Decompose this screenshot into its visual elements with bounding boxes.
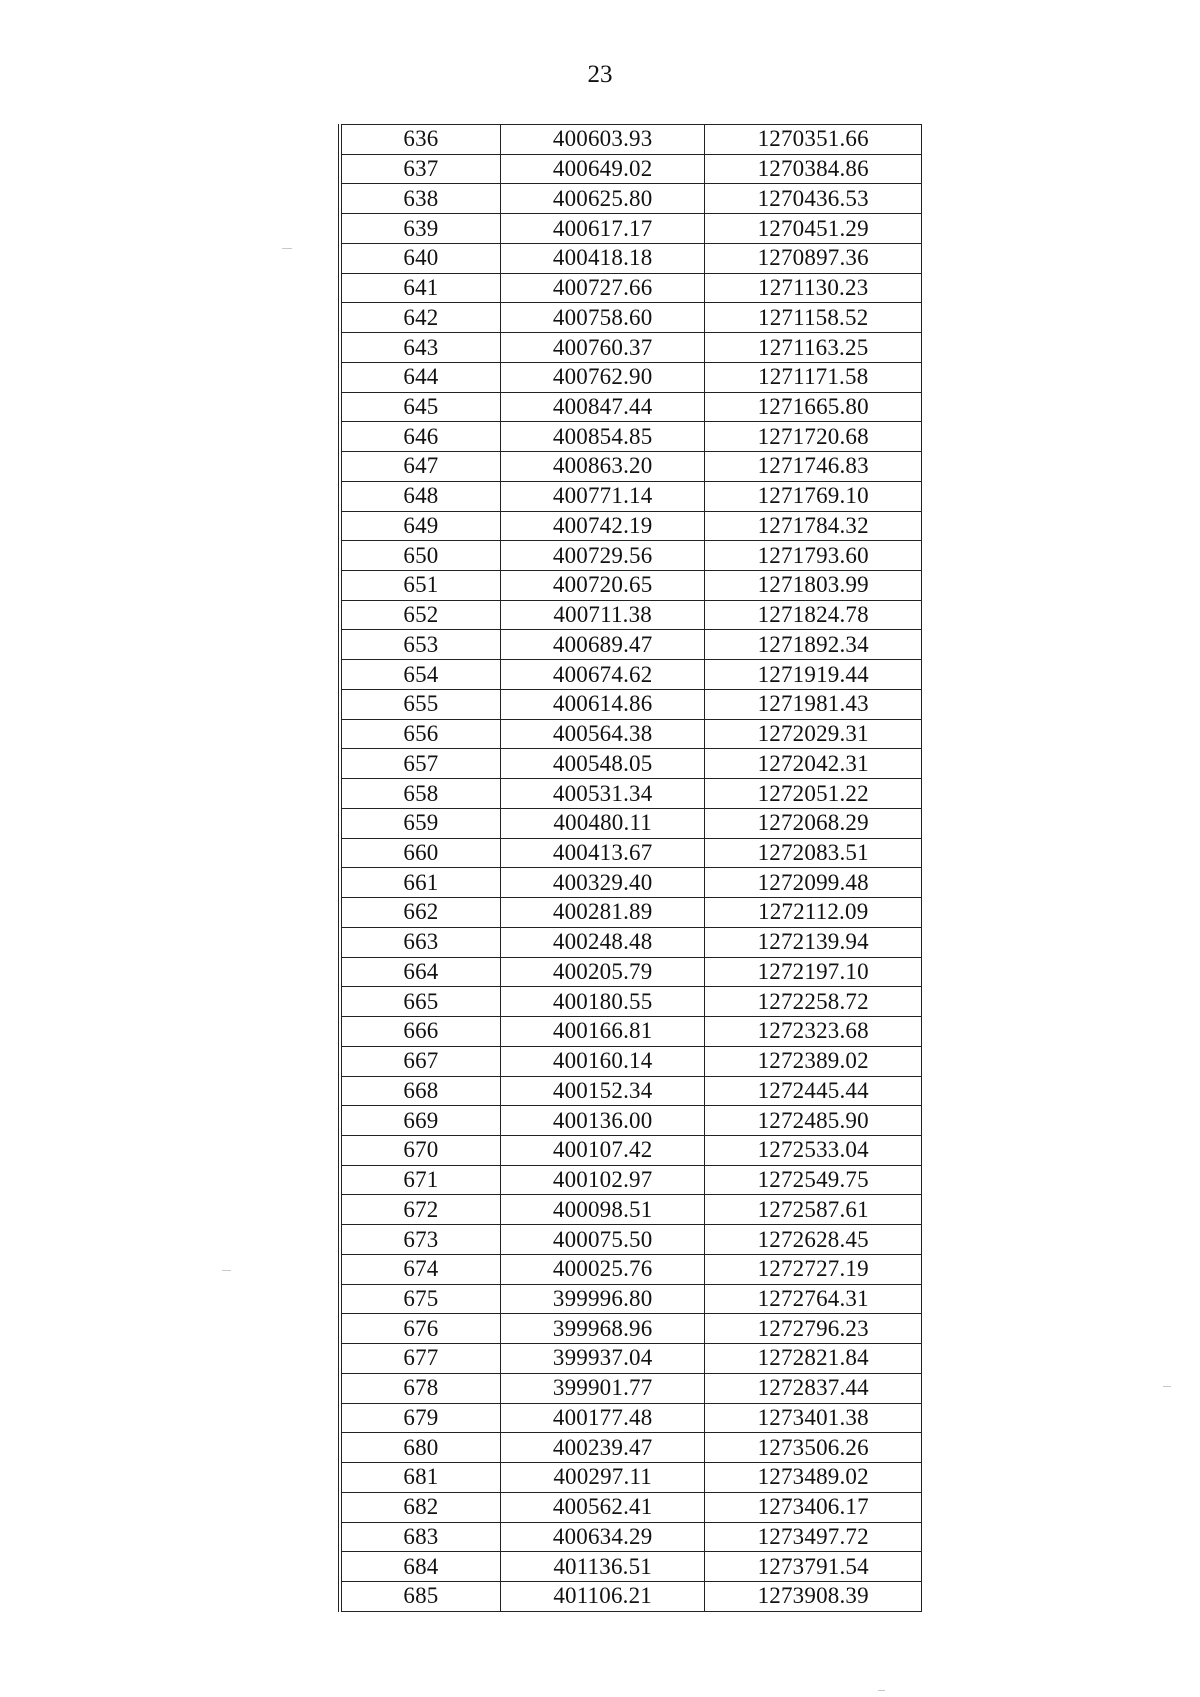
table-row bbox=[340, 927, 922, 957]
y-coordinate-cell: 1273908.39 bbox=[705, 1581, 922, 1611]
page-number: 23 bbox=[587, 61, 613, 88]
y-coordinate-cell: 1272837.44 bbox=[705, 1373, 922, 1403]
x-coordinate-cell: 400727.66 bbox=[500, 273, 705, 303]
y-coordinate-cell: 1272764.31 bbox=[705, 1284, 922, 1314]
scan-speck bbox=[222, 1270, 231, 1271]
y-coordinate-cell: 1272051.22 bbox=[705, 779, 922, 809]
point-number-cell: 683 bbox=[340, 1522, 500, 1552]
table-row bbox=[340, 1046, 922, 1076]
point-number-cell: 663 bbox=[340, 927, 500, 957]
scan-speck bbox=[1163, 1386, 1171, 1387]
point-number-cell: 650 bbox=[340, 541, 500, 571]
table-row bbox=[340, 1552, 922, 1582]
y-coordinate-cell: 1271793.60 bbox=[705, 541, 922, 571]
x-coordinate-cell: 401106.21 bbox=[500, 1581, 705, 1611]
x-coordinate-cell: 400177.48 bbox=[500, 1403, 705, 1433]
scan-speck bbox=[282, 248, 292, 249]
table-row bbox=[340, 1463, 922, 1493]
y-coordinate-cell: 1272197.10 bbox=[705, 957, 922, 987]
y-coordinate-cell: 1272099.48 bbox=[705, 868, 922, 898]
point-number-cell: 656 bbox=[340, 719, 500, 749]
y-coordinate-cell: 1273791.54 bbox=[705, 1552, 922, 1582]
y-coordinate-cell: 1272029.31 bbox=[705, 719, 922, 749]
x-coordinate-cell: 400625.80 bbox=[500, 184, 705, 214]
coordinates-table bbox=[338, 124, 922, 1612]
x-coordinate-cell: 400025.76 bbox=[500, 1254, 705, 1284]
x-coordinate-cell: 400248.48 bbox=[500, 927, 705, 957]
x-coordinate-cell: 400760.37 bbox=[500, 333, 705, 363]
table-row bbox=[340, 1076, 922, 1106]
table-row bbox=[340, 808, 922, 838]
table-row bbox=[340, 214, 922, 244]
table-row bbox=[340, 1165, 922, 1195]
x-coordinate-cell: 400762.90 bbox=[500, 362, 705, 392]
y-coordinate-cell: 1272139.94 bbox=[705, 927, 922, 957]
y-coordinate-cell: 1270384.86 bbox=[705, 154, 922, 184]
x-coordinate-cell: 400075.50 bbox=[500, 1225, 705, 1255]
y-coordinate-cell: 1272796.23 bbox=[705, 1314, 922, 1344]
y-coordinate-cell: 1272727.19 bbox=[705, 1254, 922, 1284]
table-row bbox=[340, 1017, 922, 1047]
x-coordinate-cell: 399968.96 bbox=[500, 1314, 705, 1344]
point-number-cell: 669 bbox=[340, 1106, 500, 1136]
x-coordinate-cell: 400564.38 bbox=[500, 719, 705, 749]
x-coordinate-cell: 400854.85 bbox=[500, 422, 705, 452]
table-row bbox=[340, 689, 922, 719]
y-coordinate-cell: 1273401.38 bbox=[705, 1403, 922, 1433]
point-number-cell: 647 bbox=[340, 452, 500, 482]
x-coordinate-cell: 400281.89 bbox=[500, 898, 705, 928]
table-row bbox=[340, 1373, 922, 1403]
table-row bbox=[340, 1254, 922, 1284]
y-coordinate-cell: 1273497.72 bbox=[705, 1522, 922, 1552]
point-number-cell: 677 bbox=[340, 1344, 500, 1374]
x-coordinate-cell: 400617.17 bbox=[500, 214, 705, 244]
table-row bbox=[340, 273, 922, 303]
y-coordinate-cell: 1273406.17 bbox=[705, 1492, 922, 1522]
y-coordinate-cell: 1271158.52 bbox=[705, 303, 922, 333]
point-number-cell: 676 bbox=[340, 1314, 500, 1344]
x-coordinate-cell: 400152.34 bbox=[500, 1076, 705, 1106]
table-row bbox=[340, 1581, 922, 1611]
point-number-cell: 674 bbox=[340, 1254, 500, 1284]
point-number-cell: 685 bbox=[340, 1581, 500, 1611]
x-coordinate-cell: 400239.47 bbox=[500, 1433, 705, 1463]
point-number-cell: 672 bbox=[340, 1195, 500, 1225]
x-coordinate-cell: 400098.51 bbox=[500, 1195, 705, 1225]
x-coordinate-cell: 400107.42 bbox=[500, 1135, 705, 1165]
y-coordinate-cell: 1270897.36 bbox=[705, 243, 922, 273]
x-coordinate-cell: 400102.97 bbox=[500, 1165, 705, 1195]
point-number-cell: 649 bbox=[340, 511, 500, 541]
table-row bbox=[340, 1195, 922, 1225]
scan-speck bbox=[878, 1690, 885, 1691]
point-number-cell: 671 bbox=[340, 1165, 500, 1195]
y-coordinate-cell: 1272587.61 bbox=[705, 1195, 922, 1225]
table-row bbox=[340, 154, 922, 184]
table-row bbox=[340, 868, 922, 898]
x-coordinate-cell: 400758.60 bbox=[500, 303, 705, 333]
x-coordinate-cell: 400180.55 bbox=[500, 987, 705, 1017]
x-coordinate-cell: 400166.81 bbox=[500, 1017, 705, 1047]
point-number-cell: 682 bbox=[340, 1492, 500, 1522]
y-coordinate-cell: 1271919.44 bbox=[705, 660, 922, 690]
table-row bbox=[340, 481, 922, 511]
point-number-cell: 644 bbox=[340, 362, 500, 392]
x-coordinate-cell: 400847.44 bbox=[500, 392, 705, 422]
coordinates-table-body bbox=[340, 125, 922, 1612]
x-coordinate-cell: 400548.05 bbox=[500, 749, 705, 779]
x-coordinate-cell: 400413.67 bbox=[500, 838, 705, 868]
y-coordinate-cell: 1272821.84 bbox=[705, 1344, 922, 1374]
table-row bbox=[340, 1522, 922, 1552]
point-number-cell: 637 bbox=[340, 154, 500, 184]
x-coordinate-cell: 400297.11 bbox=[500, 1463, 705, 1493]
y-coordinate-cell: 1270436.53 bbox=[705, 184, 922, 214]
y-coordinate-cell: 1272323.68 bbox=[705, 1017, 922, 1047]
y-coordinate-cell: 1272533.04 bbox=[705, 1135, 922, 1165]
table-row bbox=[340, 422, 922, 452]
y-coordinate-cell: 1271784.32 bbox=[705, 511, 922, 541]
point-number-cell: 655 bbox=[340, 689, 500, 719]
x-coordinate-cell: 400711.38 bbox=[500, 600, 705, 630]
point-number-cell: 646 bbox=[340, 422, 500, 452]
y-coordinate-cell: 1272112.09 bbox=[705, 898, 922, 928]
table-row bbox=[340, 779, 922, 809]
table-row bbox=[340, 1225, 922, 1255]
point-number-cell: 665 bbox=[340, 987, 500, 1017]
point-number-cell: 670 bbox=[340, 1135, 500, 1165]
x-coordinate-cell: 400771.14 bbox=[500, 481, 705, 511]
x-coordinate-cell: 400480.11 bbox=[500, 808, 705, 838]
table-row bbox=[340, 1314, 922, 1344]
point-number-cell: 641 bbox=[340, 273, 500, 303]
x-coordinate-cell: 400562.41 bbox=[500, 1492, 705, 1522]
point-number-cell: 645 bbox=[340, 392, 500, 422]
point-number-cell: 675 bbox=[340, 1284, 500, 1314]
y-coordinate-cell: 1271163.25 bbox=[705, 333, 922, 363]
y-coordinate-cell: 1272389.02 bbox=[705, 1046, 922, 1076]
table-row bbox=[340, 1403, 922, 1433]
point-number-cell: 639 bbox=[340, 214, 500, 244]
table-row bbox=[340, 571, 922, 601]
point-number-cell: 659 bbox=[340, 808, 500, 838]
y-coordinate-cell: 1273489.02 bbox=[705, 1463, 922, 1493]
table-row bbox=[340, 243, 922, 273]
x-coordinate-cell: 400742.19 bbox=[500, 511, 705, 541]
y-coordinate-cell: 1271171.58 bbox=[705, 362, 922, 392]
point-number-cell: 654 bbox=[340, 660, 500, 690]
x-coordinate-cell: 401136.51 bbox=[500, 1552, 705, 1582]
point-number-cell: 648 bbox=[340, 481, 500, 511]
x-coordinate-cell: 400674.62 bbox=[500, 660, 705, 690]
point-number-cell: 680 bbox=[340, 1433, 500, 1463]
x-coordinate-cell: 399901.77 bbox=[500, 1373, 705, 1403]
x-coordinate-cell: 400418.18 bbox=[500, 243, 705, 273]
table-row bbox=[340, 1492, 922, 1522]
x-coordinate-cell: 400720.65 bbox=[500, 571, 705, 601]
point-number-cell: 661 bbox=[340, 868, 500, 898]
point-number-cell: 678 bbox=[340, 1373, 500, 1403]
point-number-cell: 658 bbox=[340, 779, 500, 809]
point-number-cell: 679 bbox=[340, 1403, 500, 1433]
table-row bbox=[340, 362, 922, 392]
table-row bbox=[340, 452, 922, 482]
x-coordinate-cell: 400689.47 bbox=[500, 630, 705, 660]
y-coordinate-cell: 1272485.90 bbox=[705, 1106, 922, 1136]
table-row bbox=[340, 1433, 922, 1463]
table-row bbox=[340, 957, 922, 987]
y-coordinate-cell: 1272445.44 bbox=[705, 1076, 922, 1106]
point-number-cell: 666 bbox=[340, 1017, 500, 1047]
point-number-cell: 667 bbox=[340, 1046, 500, 1076]
x-coordinate-cell: 400160.14 bbox=[500, 1046, 705, 1076]
table-row bbox=[340, 630, 922, 660]
table-row bbox=[340, 600, 922, 630]
y-coordinate-cell: 1272083.51 bbox=[705, 838, 922, 868]
table-row bbox=[340, 719, 922, 749]
table-row bbox=[340, 511, 922, 541]
point-number-cell: 653 bbox=[340, 630, 500, 660]
point-number-cell: 643 bbox=[340, 333, 500, 363]
table-row bbox=[340, 1344, 922, 1374]
table-row bbox=[340, 838, 922, 868]
point-number-cell: 660 bbox=[340, 838, 500, 868]
y-coordinate-cell: 1273506.26 bbox=[705, 1433, 922, 1463]
point-number-cell: 651 bbox=[340, 571, 500, 601]
point-number-cell: 664 bbox=[340, 957, 500, 987]
y-coordinate-cell: 1271130.23 bbox=[705, 273, 922, 303]
x-coordinate-cell: 400531.34 bbox=[500, 779, 705, 809]
x-coordinate-cell: 400329.40 bbox=[500, 868, 705, 898]
y-coordinate-cell: 1272628.45 bbox=[705, 1225, 922, 1255]
x-coordinate-cell: 399996.80 bbox=[500, 1284, 705, 1314]
point-number-cell: 657 bbox=[340, 749, 500, 779]
x-coordinate-cell: 400136.00 bbox=[500, 1106, 705, 1136]
y-coordinate-cell: 1271665.80 bbox=[705, 392, 922, 422]
x-coordinate-cell: 400603.93 bbox=[500, 125, 705, 155]
table-row bbox=[340, 392, 922, 422]
point-number-cell: 640 bbox=[340, 243, 500, 273]
y-coordinate-cell: 1272549.75 bbox=[705, 1165, 922, 1195]
x-coordinate-cell: 400634.29 bbox=[500, 1522, 705, 1552]
table-row bbox=[340, 184, 922, 214]
y-coordinate-cell: 1272042.31 bbox=[705, 749, 922, 779]
point-number-cell: 681 bbox=[340, 1463, 500, 1493]
y-coordinate-cell: 1271892.34 bbox=[705, 630, 922, 660]
table-row bbox=[340, 749, 922, 779]
y-coordinate-cell: 1271981.43 bbox=[705, 689, 922, 719]
point-number-cell: 668 bbox=[340, 1076, 500, 1106]
table-row bbox=[340, 898, 922, 928]
x-coordinate-cell: 399937.04 bbox=[500, 1344, 705, 1374]
x-coordinate-cell: 400205.79 bbox=[500, 957, 705, 987]
table-row bbox=[340, 1106, 922, 1136]
table-row bbox=[340, 541, 922, 571]
x-coordinate-cell: 400863.20 bbox=[500, 452, 705, 482]
y-coordinate-cell: 1271769.10 bbox=[705, 481, 922, 511]
point-number-cell: 642 bbox=[340, 303, 500, 333]
point-number-cell: 684 bbox=[340, 1552, 500, 1582]
table-row bbox=[340, 987, 922, 1017]
y-coordinate-cell: 1271746.83 bbox=[705, 452, 922, 482]
y-coordinate-cell: 1272068.29 bbox=[705, 808, 922, 838]
y-coordinate-cell: 1270351.66 bbox=[705, 125, 922, 155]
y-coordinate-cell: 1271720.68 bbox=[705, 422, 922, 452]
point-number-cell: 662 bbox=[340, 898, 500, 928]
x-coordinate-cell: 400614.86 bbox=[500, 689, 705, 719]
point-number-cell: 652 bbox=[340, 600, 500, 630]
point-number-cell: 636 bbox=[340, 125, 500, 155]
point-number-cell: 673 bbox=[340, 1225, 500, 1255]
table-row bbox=[340, 333, 922, 363]
table-row bbox=[340, 1284, 922, 1314]
y-coordinate-cell: 1271803.99 bbox=[705, 571, 922, 601]
y-coordinate-cell: 1272258.72 bbox=[705, 987, 922, 1017]
y-coordinate-cell: 1271824.78 bbox=[705, 600, 922, 630]
y-coordinate-cell: 1270451.29 bbox=[705, 214, 922, 244]
table-row bbox=[340, 303, 922, 333]
table-row bbox=[340, 125, 922, 155]
x-coordinate-cell: 400729.56 bbox=[500, 541, 705, 571]
table-row bbox=[340, 660, 922, 690]
table-row bbox=[340, 1135, 922, 1165]
point-number-cell: 638 bbox=[340, 184, 500, 214]
x-coordinate-cell: 400649.02 bbox=[500, 154, 705, 184]
